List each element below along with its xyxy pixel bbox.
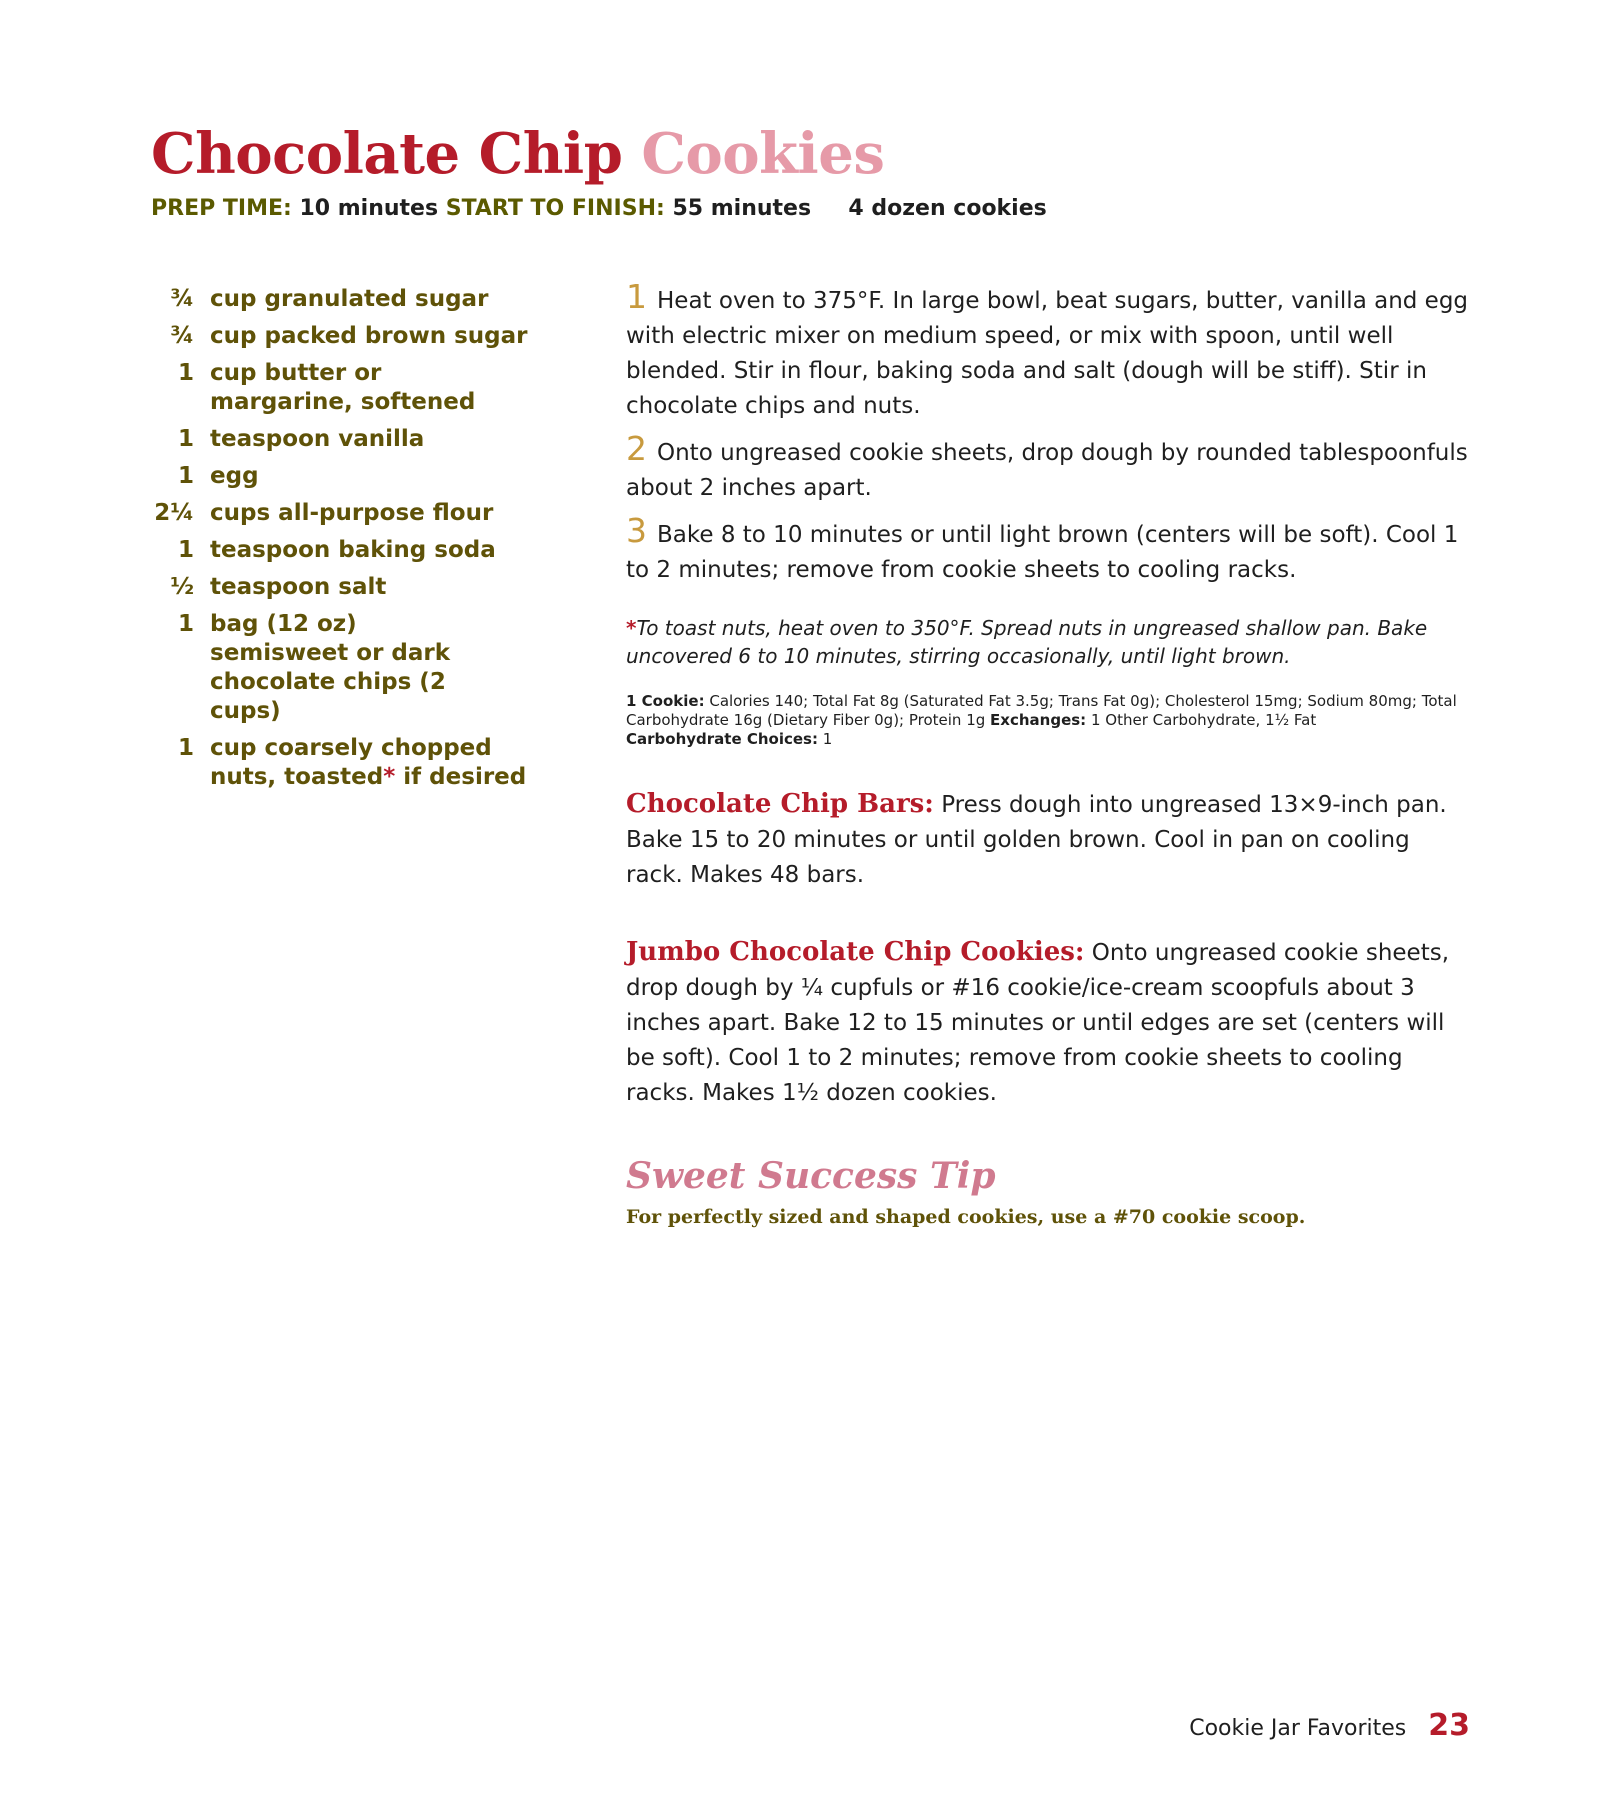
step-number: 1 xyxy=(626,277,647,316)
ingredient-qty: 1 xyxy=(177,611,194,637)
step xyxy=(626,511,1471,588)
ingredient-qty: 1 xyxy=(177,463,194,489)
ingredient-text-wrap xyxy=(210,734,550,792)
ingredient-text: egg xyxy=(210,463,259,489)
ingredient-text: cup packed brown sugar xyxy=(210,323,528,349)
carb-choices-text: 1 xyxy=(817,730,833,748)
ingredient-text: teaspoon salt xyxy=(210,574,387,600)
exchanges-label: Exchanges: xyxy=(990,711,1087,729)
step-number: 3 xyxy=(626,511,647,550)
nutrition-label: 1 Cookie: xyxy=(626,692,705,710)
variation-bars xyxy=(626,787,1471,893)
ingredient-item xyxy=(148,425,568,454)
ingredient-item xyxy=(148,359,568,417)
prep-time-value: 10 minutes xyxy=(299,196,439,221)
step-number: 2 xyxy=(626,429,647,468)
page-footer xyxy=(1189,1708,1470,1743)
ingredient-text: teaspoon baking soda xyxy=(210,537,496,563)
ingredient-list xyxy=(148,285,568,800)
ingredient-item xyxy=(148,499,568,528)
ingredient-qty: 1 xyxy=(177,360,194,386)
step xyxy=(626,277,1471,424)
ingredient-text: cup butter or margarine, softened xyxy=(210,360,476,415)
yield: 4 dozen cookies xyxy=(848,196,1047,221)
tip-text: For perfectly sized and shaped cookies, use a #70 cookie scoop. xyxy=(626,1206,1306,1228)
ingredient-item xyxy=(148,610,568,726)
directions-column xyxy=(626,277,1471,1231)
ingredient-item xyxy=(148,573,568,602)
recipe-meta xyxy=(151,196,1047,221)
step-text: Heat oven to 375°F. In large bowl, beat sugars, butter, vanilla and egg with electric mixer on medium speed, or mix with spoon, until well blended. Stir in flour, baking soda and salt (dough will be stiff). Stir in chocolate chips and nuts. xyxy=(626,288,1469,419)
ingredient-text: cup granulated sugar xyxy=(210,286,489,312)
book-title: Cookie Jar Favorites xyxy=(1189,1716,1407,1741)
ingredient-qty: 1 xyxy=(177,426,194,452)
toast-nuts-note xyxy=(626,614,1471,670)
asterisk-marker: * xyxy=(626,616,637,640)
ingredient-qty: ½ xyxy=(170,574,194,600)
nutrition-info xyxy=(626,692,1471,749)
exchanges-text: 1 Other Carbohydrate, 1½ Fat xyxy=(1086,711,1317,729)
step xyxy=(626,429,1471,506)
step-text: Onto ungreased cookie sheets, drop dough by rounded tablespoonfuls about 2 inches apart. xyxy=(626,440,1468,501)
note-text: To toast nuts, heat oven to 350°F. Spread nuts in ungreased shallow pan. Bake uncovered 6 to 10 minutes, stirring occasionally, until light brown. xyxy=(626,616,1428,668)
ingredient-item xyxy=(148,462,568,491)
carb-choices-label: Carbohydrate Choices: xyxy=(626,730,818,748)
step-text: Bake 8 to 10 minutes or until light brown (centers will be soft). Cool 1 to 2 minutes; remove from cookie sheets to cooling racks. xyxy=(626,522,1459,583)
page-number: 23 xyxy=(1428,1708,1470,1743)
recipe-title xyxy=(151,118,884,190)
variation-text: Press dough into ungreased 13×9-inch pan. Bake 15 to 20 minutes or until golden brown. Cool in pan on cooling rack. Makes 48 bars. xyxy=(626,792,1447,888)
ingredient-qty: 1 xyxy=(177,537,194,563)
title-part-1: Chocolate Chip xyxy=(151,121,623,187)
ingredient-item xyxy=(148,536,568,565)
nutrition-text: Calories 140; Total Fat 8g (Saturated Fat 3.5g; Trans Fat 0g); Cholesterol 15mg; Sodium 80mg; Total Carbohydrate 16g (Dietary Fiber 0g); Protein 1g xyxy=(626,692,1457,729)
title-part-2: Cookies xyxy=(641,121,885,187)
ingredient-item xyxy=(148,285,568,314)
ingredient-text: cup coarsely chopped nuts, toasted xyxy=(210,735,492,790)
asterisk-marker: * xyxy=(383,764,396,790)
variation-text: Onto ungreased cookie sheets, drop dough by ¼ cupfuls or #16 cookie/ice-cream scoopfuls about 3 inches apart. Bake 12 to 15 minutes or until edges are set (centers will be soft). Cool 1 to 2 minutes; remove from cookie sheets to cooling racks. Makes 1½ dozen cookies. xyxy=(626,940,1450,1106)
ingredient-item xyxy=(148,734,568,792)
variation-title: Chocolate Chip Bars: xyxy=(626,789,934,819)
variation-title: Jumbo Chocolate Chip Cookies: xyxy=(626,937,1085,967)
ingredient-text: bag (12 oz) semisweet or dark chocolate chips (2 cups) xyxy=(210,611,451,724)
ingredient-qty: ¾ xyxy=(170,323,194,349)
ingredient-text: cups all-purpose flour xyxy=(210,500,494,526)
finish-time-label: START TO FINISH: xyxy=(445,196,665,221)
ingredient-qty: 2¼ xyxy=(154,500,194,526)
ingredient-text-suffix: if desired xyxy=(395,764,527,790)
variation-jumbo xyxy=(626,935,1471,1111)
finish-time-value: 55 minutes xyxy=(672,196,812,221)
ingredient-qty: 1 xyxy=(177,735,194,761)
ingredient-text: teaspoon vanilla xyxy=(210,426,425,452)
prep-time-label: PREP TIME: xyxy=(151,196,292,221)
tip-title: Sweet Success Tip xyxy=(626,1155,996,1197)
ingredient-qty: ¾ xyxy=(170,286,194,312)
ingredient-item xyxy=(148,322,568,351)
